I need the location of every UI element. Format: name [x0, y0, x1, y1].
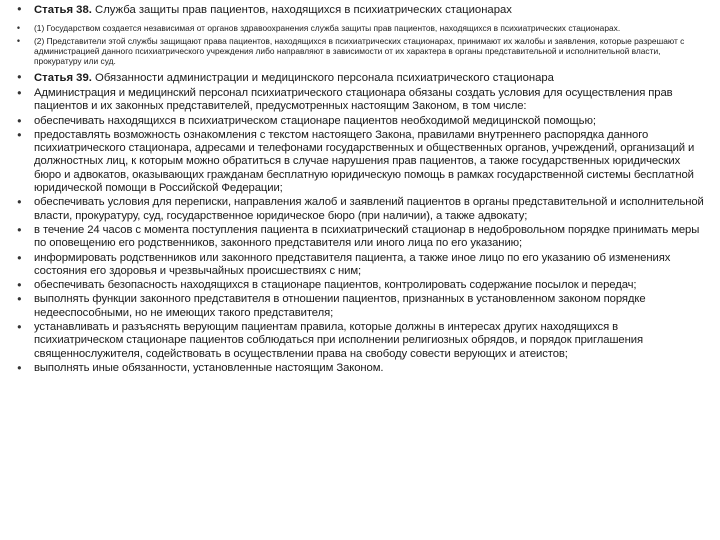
article-39-item-2: • обеспечивать находящихся в психиатрическом стационаре пациентов необходимой медицинской помощью;	[16, 115, 710, 128]
article-39-number: Статья 39.	[34, 72, 92, 84]
article-38-item-1: • (1) Государством создается независимая от органов здравоохранения служба защиты прав пациентов, находящихся в психиатрических стационарах.	[16, 23, 710, 33]
article-39-item-4: • обеспечивать условия для переписки, направления жалоб и заявлений пациентов в органы представительной и исполнительной власти, прокуратуру, суд, государственное юридическое бюро (при наличии), а также адвокату;	[16, 196, 710, 223]
article-39-title: Обязанности администрации и медицинского персонала психиатрического стационара	[91, 72, 554, 84]
article-39-item-9: • устанавливать и разъяснять верующим пациентам правила, которые должны в интересах других находящихся в психиатрическом стационаре пациентов соблюдаться при исполнении религиозных обрядов, и порядок приглашения священнослужителя, содействовать в осуществлении права на свободу совести верующих и атеистов;	[16, 321, 710, 361]
article-39-item-7: • обеспечивать безопасность находящихся в стационаре пациентов, контролировать содержание посылок и передач;	[16, 279, 710, 292]
article-39-heading	[16, 71, 710, 85]
article-39	[16, 71, 710, 375]
article-38	[16, 3, 710, 66]
article-39-item-6: • информировать родственников или законного представителя пациента, а также иное лицо по его указанию об изменениях состояния его здоровья и чрезвычайных происшествиях с ним;	[16, 252, 710, 279]
article-38-number: Статья 38.	[34, 4, 92, 16]
article-39-item-1: • Администрация и медицинский персонал психиатрического стационара обязаны создать условия для осуществления прав пациентов и их законных представителей, предусмотренных настоящим Законом, в том числе:	[16, 87, 710, 114]
article-38-title: Служба защиты прав пациентов, находящихся в психиатрических стационарах	[91, 4, 512, 16]
article-38-heading	[16, 3, 710, 17]
article-39-item-3: • предоставлять возможность ознакомления с текстом настоящего Закона, правилами внутреннего распорядка данного психиатрического стационара, адресами и телефонами государственных и общественных органов, учреждений, организаций и должностных лиц, к которым можно обратиться в случае нарушения прав пациентов, а также государственных юридических бюро и адвокатов, оказывающих гражданам бесплатную юридическую помощь в рамках государственной системы бесплатной юридической помощи в Российской Федерации;	[16, 129, 710, 195]
article-39-item-8: • выполнять функции законного представителя в отношении пациентов, признанных в установленном законом порядке недееспособными, но не имеющих такого представителя;	[16, 293, 710, 320]
article-39-item-5: • в течение 24 часов с момента поступления пациента в психиатрический стационар в недобровольном порядке принимать меры по оповещению его родственников, законного представителя или иного лица по его указанию;	[16, 224, 710, 251]
article-39-item-10: • выполнять иные обязанности, установленные настоящим Законом.	[16, 362, 710, 375]
article-38-item-2: • (2) Представители этой службы защищают права пациентов, находящихся в психиатрических стационарах, принимают их жалобы и заявления, которые разрешают с администрацией данного психиатрического учреждения либо направляют в зависимости от их характера в органы представительной и исполнительной власти, прокуратуру или суд.	[16, 36, 710, 66]
